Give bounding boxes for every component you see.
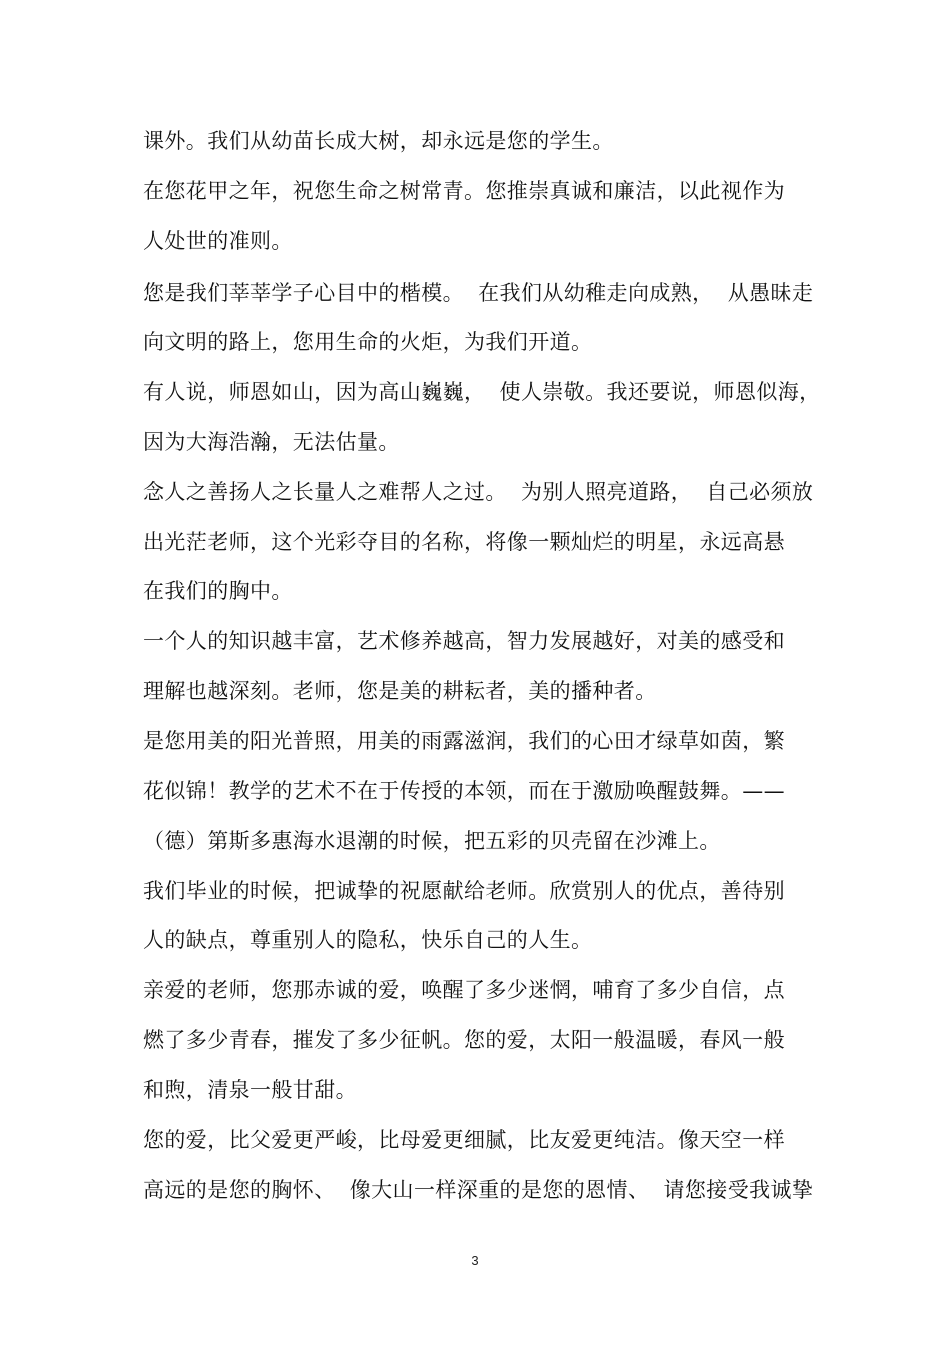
text-line: 理解也越深刻。老师，您是美的耕耘者，美的播种者。 (143, 679, 657, 703)
text-line: 花似锦！教学的艺术不在于传授的本领，而在于激励唤醒鼓舞。—— (143, 779, 785, 803)
text-line: 课外。我们从幼苗长成大树，却永远是您的学生。 (143, 129, 614, 153)
text-line: 出光茫老师，这个光彩夺目的名称，将像一颗灿烂的明星，永远高悬 (143, 530, 785, 554)
text-line: 高远的是您的胸怀、 像大山一样深重的是您的恩情、 请您接受我诚挚 (143, 1178, 814, 1202)
text-line: （德）第斯多惠海水退潮的时候，把五彩的贝壳留在沙滩上。 (143, 829, 721, 853)
text-line: 有人说，师恩如山，因为高山巍巍， 使人崇敬。我还要说，师恩似海， (143, 380, 821, 404)
text-line: 您是我们莘莘学子心目中的楷模。 在我们从幼稚走向成熟， 从愚昧走 (143, 281, 814, 305)
text-line: 人处世的准则。 (143, 229, 293, 253)
page-number: 3 (471, 1253, 479, 1268)
text-line: 燃了多少青春，摧发了多少征帆。您的爱，太阳一般温暖，春风一般 (143, 1028, 785, 1052)
text-line: 是您用美的阳光普照，用美的雨露滋润，我们的心田才绿草如茵，繁 (143, 729, 785, 753)
text-line: 念人之善扬人之长量人之难帮人之过。 为别人照亮道路， 自己必须放 (143, 480, 814, 504)
text-line: 在我们的胸中。 (143, 579, 293, 603)
text-line: 和煦，清泉一般甘甜。 (143, 1078, 357, 1102)
text-line: 向文明的路上，您用生命的火炬，为我们开道。 (143, 330, 593, 354)
text-line: 您的爱，比父爱更严峻，比母爱更细腻，比友爱更纯洁。像天空一样 (143, 1128, 785, 1152)
text-line: 我们毕业的时候，把诚挚的祝愿献给老师。欣赏别人的优点，善待别 (143, 879, 785, 903)
text-line: 人的缺点，尊重别人的隐私，快乐自己的人生。 (143, 928, 593, 952)
text-line: 亲爱的老师，您那赤诚的爱，唤醒了多少迷惘，哺育了多少自信，点 (143, 978, 785, 1002)
text-line: 因为大海浩瀚，无法估量。 (143, 430, 400, 454)
text-line: 一个人的知识越丰富，艺术修养越高，智力发展越好，对美的感受和 (143, 629, 785, 653)
text-line: 在您花甲之年，祝您生命之树常青。您推崇真诚和廉洁，以此视作为 (143, 179, 785, 203)
